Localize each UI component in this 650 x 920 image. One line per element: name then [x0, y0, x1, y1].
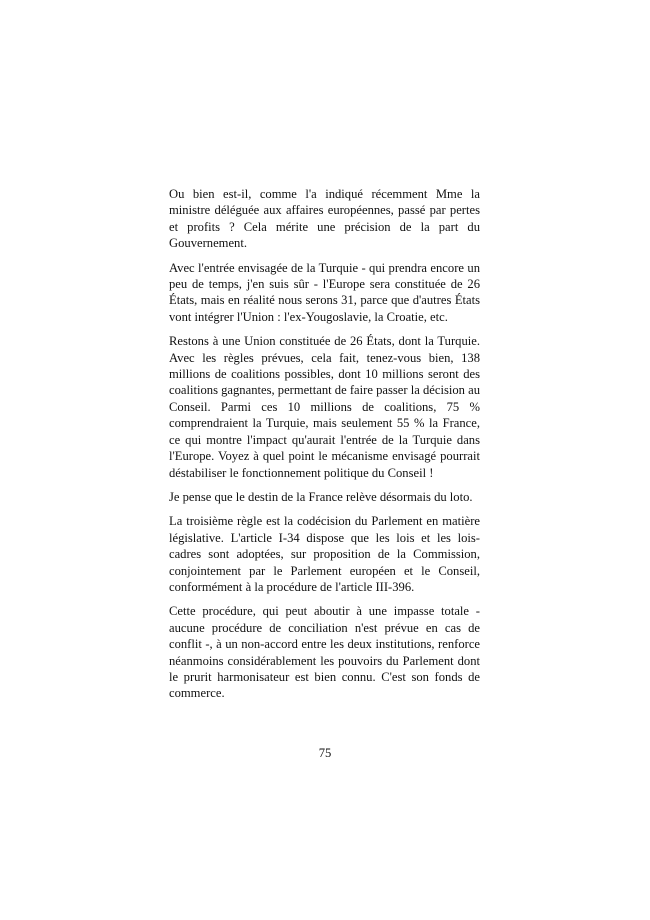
paragraph-4: Je pense que le destin de la France relève désormais du loto. — [169, 489, 473, 504]
page-number: 75 — [318, 746, 332, 760]
paragraph-3: Restons à une Union constituée de 26 États, dont la Turquie. Avec les règles prévues, cela fait, tenez-vous bien, 138 millions de coalitions possibles, dont 10 millions seront des coalitions gagnantes, permettant de faire passer la décision au Conseil. Parmi ces 10 millions de coalitions, 75 % comprendraient la Turquie, mais seulement 55 % la France, ce qui montre l'impact qu'aurait l'entrée de la Turquie dans l'Europe. Voyez à quel point le mécanisme envisagé pourrait déstabiliser le fonctionnement politique du Conseil ! — [169, 334, 480, 480]
paragraph-2: Avec l'entrée envisagée de la Turquie - qui prendra encore un peu de temps, j'en suis sûr - l'Europe sera constituée de 26 États, mais en réalité nous serons 31, parce que d'autres États vont intégrer l'Union : l'ex-Yougoslavie, la Croatie, etc. — [169, 260, 480, 324]
paragraph-5: La troisième règle est la codécision du Parlement en matière législative. L'article I-34 dispose que les lois et les lois-cadres sont adoptées, sur proposition de la Commission, conjointement par le Parlement européen et le Conseil, conformément à la procédure de l'article III-396. — [169, 514, 480, 594]
paragraph-6: Cette procédure, qui peut aboutir à une impasse totale - aucune procédure de conciliation n'est prévue en cas de conflit -, à un non-accord entre les deux institutions, renforce néanmoins considérablement les pouvoirs du Parlement dont le prurit harmonisateur est bien connu. C'est son fonds de commerce. — [169, 604, 480, 701]
paragraph-1: Ou bien est-il, comme l'a indiqué récemment Mme la ministre déléguée aux affaires européennes, passé par pertes et profits ? Cela mérite une précision de la part du Gouvernement. — [169, 187, 480, 251]
body-text — [169, 186, 480, 710]
